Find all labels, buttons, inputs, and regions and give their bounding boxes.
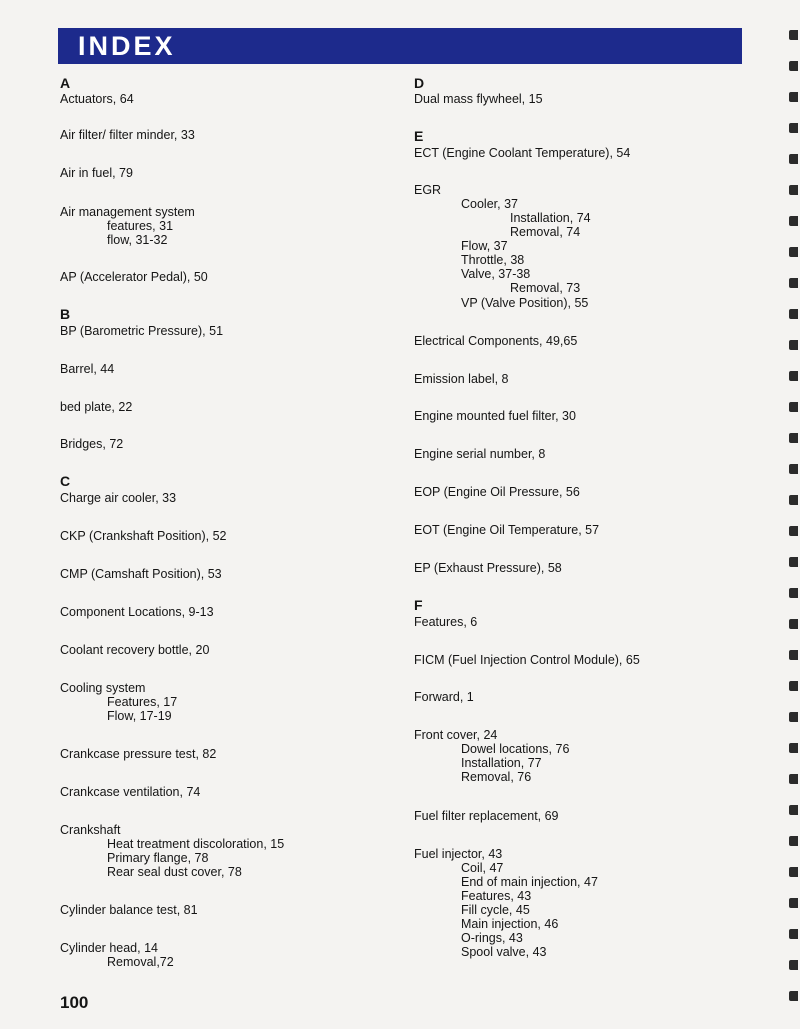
section-letter: A [60, 75, 71, 91]
index-entry: Cooling system [60, 681, 146, 695]
index-entry: Crankshaft [60, 823, 121, 837]
index-subentry: Removal,72 [107, 955, 174, 969]
binding-ring [789, 836, 798, 846]
index-entry: bed plate, 22 [60, 400, 133, 414]
binding-ring [789, 278, 798, 288]
index-header-bar [58, 28, 742, 64]
section-letter: B [60, 306, 71, 322]
index-entry: Air in fuel, 79 [60, 166, 133, 180]
binding-ring [789, 526, 798, 536]
binding-ring [789, 774, 798, 784]
binding-ring [789, 712, 798, 722]
binding-ring [789, 433, 798, 443]
binding-ring [789, 92, 798, 102]
index-entry: Barrel, 44 [60, 362, 115, 376]
index-subentry: Throttle, 38 [461, 253, 525, 267]
section-letter: E [414, 128, 424, 144]
index-subsubentry: Installation, 74 [510, 211, 591, 225]
index-subsubentry: Removal, 74 [510, 225, 581, 239]
binding-ring [789, 30, 798, 40]
binding-ring [789, 309, 798, 319]
index-entry: Fuel filter replacement, 69 [414, 809, 559, 823]
index-entry: Fuel injector, 43 [414, 847, 503, 861]
index-subentry: Features, 43 [461, 889, 532, 903]
index-entry: EP (Exhaust Pressure), 58 [414, 561, 562, 575]
index-subentry: Coil, 47 [461, 861, 504, 875]
index-entry: Cylinder balance test, 81 [60, 903, 198, 917]
binding-ring [789, 991, 798, 1001]
index-entry: ECT (Engine Coolant Temperature), 54 [414, 146, 631, 160]
index-entry: Features, 6 [414, 615, 478, 629]
index-subentry: Dowel locations, 76 [461, 742, 570, 756]
binding-ring [789, 495, 798, 505]
index-entry: Component Locations, 9-13 [60, 605, 214, 619]
index-subentry: features, 31 [107, 219, 174, 233]
index-subentry: Removal, 76 [461, 770, 532, 784]
index-entry: EGR [414, 183, 442, 197]
binding-ring [789, 340, 798, 350]
index-entry: Charge air cooler, 33 [60, 491, 177, 505]
binding-ring [789, 681, 798, 691]
binding-ring [789, 960, 798, 970]
index-subentry: O-rings, 43 [461, 931, 523, 945]
index-entry: Crankcase ventilation, 74 [60, 785, 201, 799]
index-subentry: Cooler, 37 [461, 197, 518, 211]
binding-ring [789, 123, 798, 133]
index-subentry: Valve, 37-38 [461, 267, 531, 281]
binding-ring [789, 867, 798, 877]
binding-ring [789, 247, 798, 257]
index-subentry: VP (Valve Position), 55 [461, 296, 589, 310]
section-letter: F [414, 597, 423, 613]
index-subentry: Flow, 17-19 [107, 709, 172, 723]
spiral-binding [786, 30, 800, 1020]
index-subsubentry: Removal, 73 [510, 281, 581, 295]
section-letter: D [414, 75, 425, 91]
binding-ring [789, 61, 798, 71]
binding-ring [789, 743, 798, 753]
index-subentry: Rear seal dust cover, 78 [107, 865, 242, 879]
index-entry: Dual mass flywheel, 15 [414, 92, 543, 106]
index-entry: Crankcase pressure test, 82 [60, 747, 217, 761]
binding-ring [789, 216, 798, 226]
index-subentry: Flow, 37 [461, 239, 508, 253]
binding-ring [789, 619, 798, 629]
binding-ring [789, 588, 798, 598]
index-subentry: Heat treatment discoloration, 15 [107, 837, 285, 851]
page-number: 100 [60, 993, 89, 1012]
binding-ring [789, 929, 798, 939]
index-subentry: Spool valve, 43 [461, 945, 547, 959]
index-entry: Emission label, 8 [414, 372, 509, 386]
index-entry: Actuators, 64 [60, 92, 134, 106]
index-entry: AP (Accelerator Pedal), 50 [60, 270, 208, 284]
index-subentry: Features, 17 [107, 695, 178, 709]
index-entry: Air filter/ filter minder, 33 [60, 128, 195, 142]
binding-ring [789, 805, 798, 815]
index-entry: Forward, 1 [414, 690, 474, 704]
index-entry: CMP (Camshaft Position), 53 [60, 567, 222, 581]
page-title: INDEX [78, 31, 176, 61]
index-entry: Coolant recovery bottle, 20 [60, 643, 210, 657]
index-entry: Cylinder head, 14 [60, 941, 158, 955]
index-entry: Electrical Components, 49,65 [414, 334, 578, 348]
binding-ring [789, 557, 798, 567]
index-entry: FICM (Fuel Injection Control Module), 65 [414, 653, 640, 667]
index-entry: EOP (Engine Oil Pressure, 56 [414, 485, 580, 499]
binding-ring [789, 185, 798, 195]
binding-ring [789, 464, 798, 474]
binding-ring [789, 898, 798, 908]
index-entry: Engine mounted fuel filter, 30 [414, 409, 576, 423]
index-entry: CKP (Crankshaft Position), 52 [60, 529, 227, 543]
section-letter: C [60, 473, 71, 489]
index-subentry: Fill cycle, 45 [461, 903, 530, 917]
index-entry: Air management system [60, 205, 195, 219]
index-entry: BP (Barometric Pressure), 51 [60, 324, 224, 338]
index-subentry: End of main injection, 47 [461, 875, 598, 889]
binding-ring [789, 154, 798, 164]
index-subentry: Installation, 77 [461, 756, 542, 770]
index-entry: Front cover, 24 [414, 728, 498, 742]
index-subentry: Main injection, 46 [461, 917, 559, 931]
index-subentry: flow, 31-32 [107, 233, 168, 247]
index-entry: EOT (Engine Oil Temperature, 57 [414, 523, 600, 537]
binding-ring [789, 650, 798, 660]
index-entry: Bridges, 72 [60, 437, 124, 451]
index-entry: Engine serial number, 8 [414, 447, 546, 461]
index-subentry: Primary flange, 78 [107, 851, 209, 865]
binding-ring [789, 402, 798, 412]
binding-ring [789, 371, 798, 381]
